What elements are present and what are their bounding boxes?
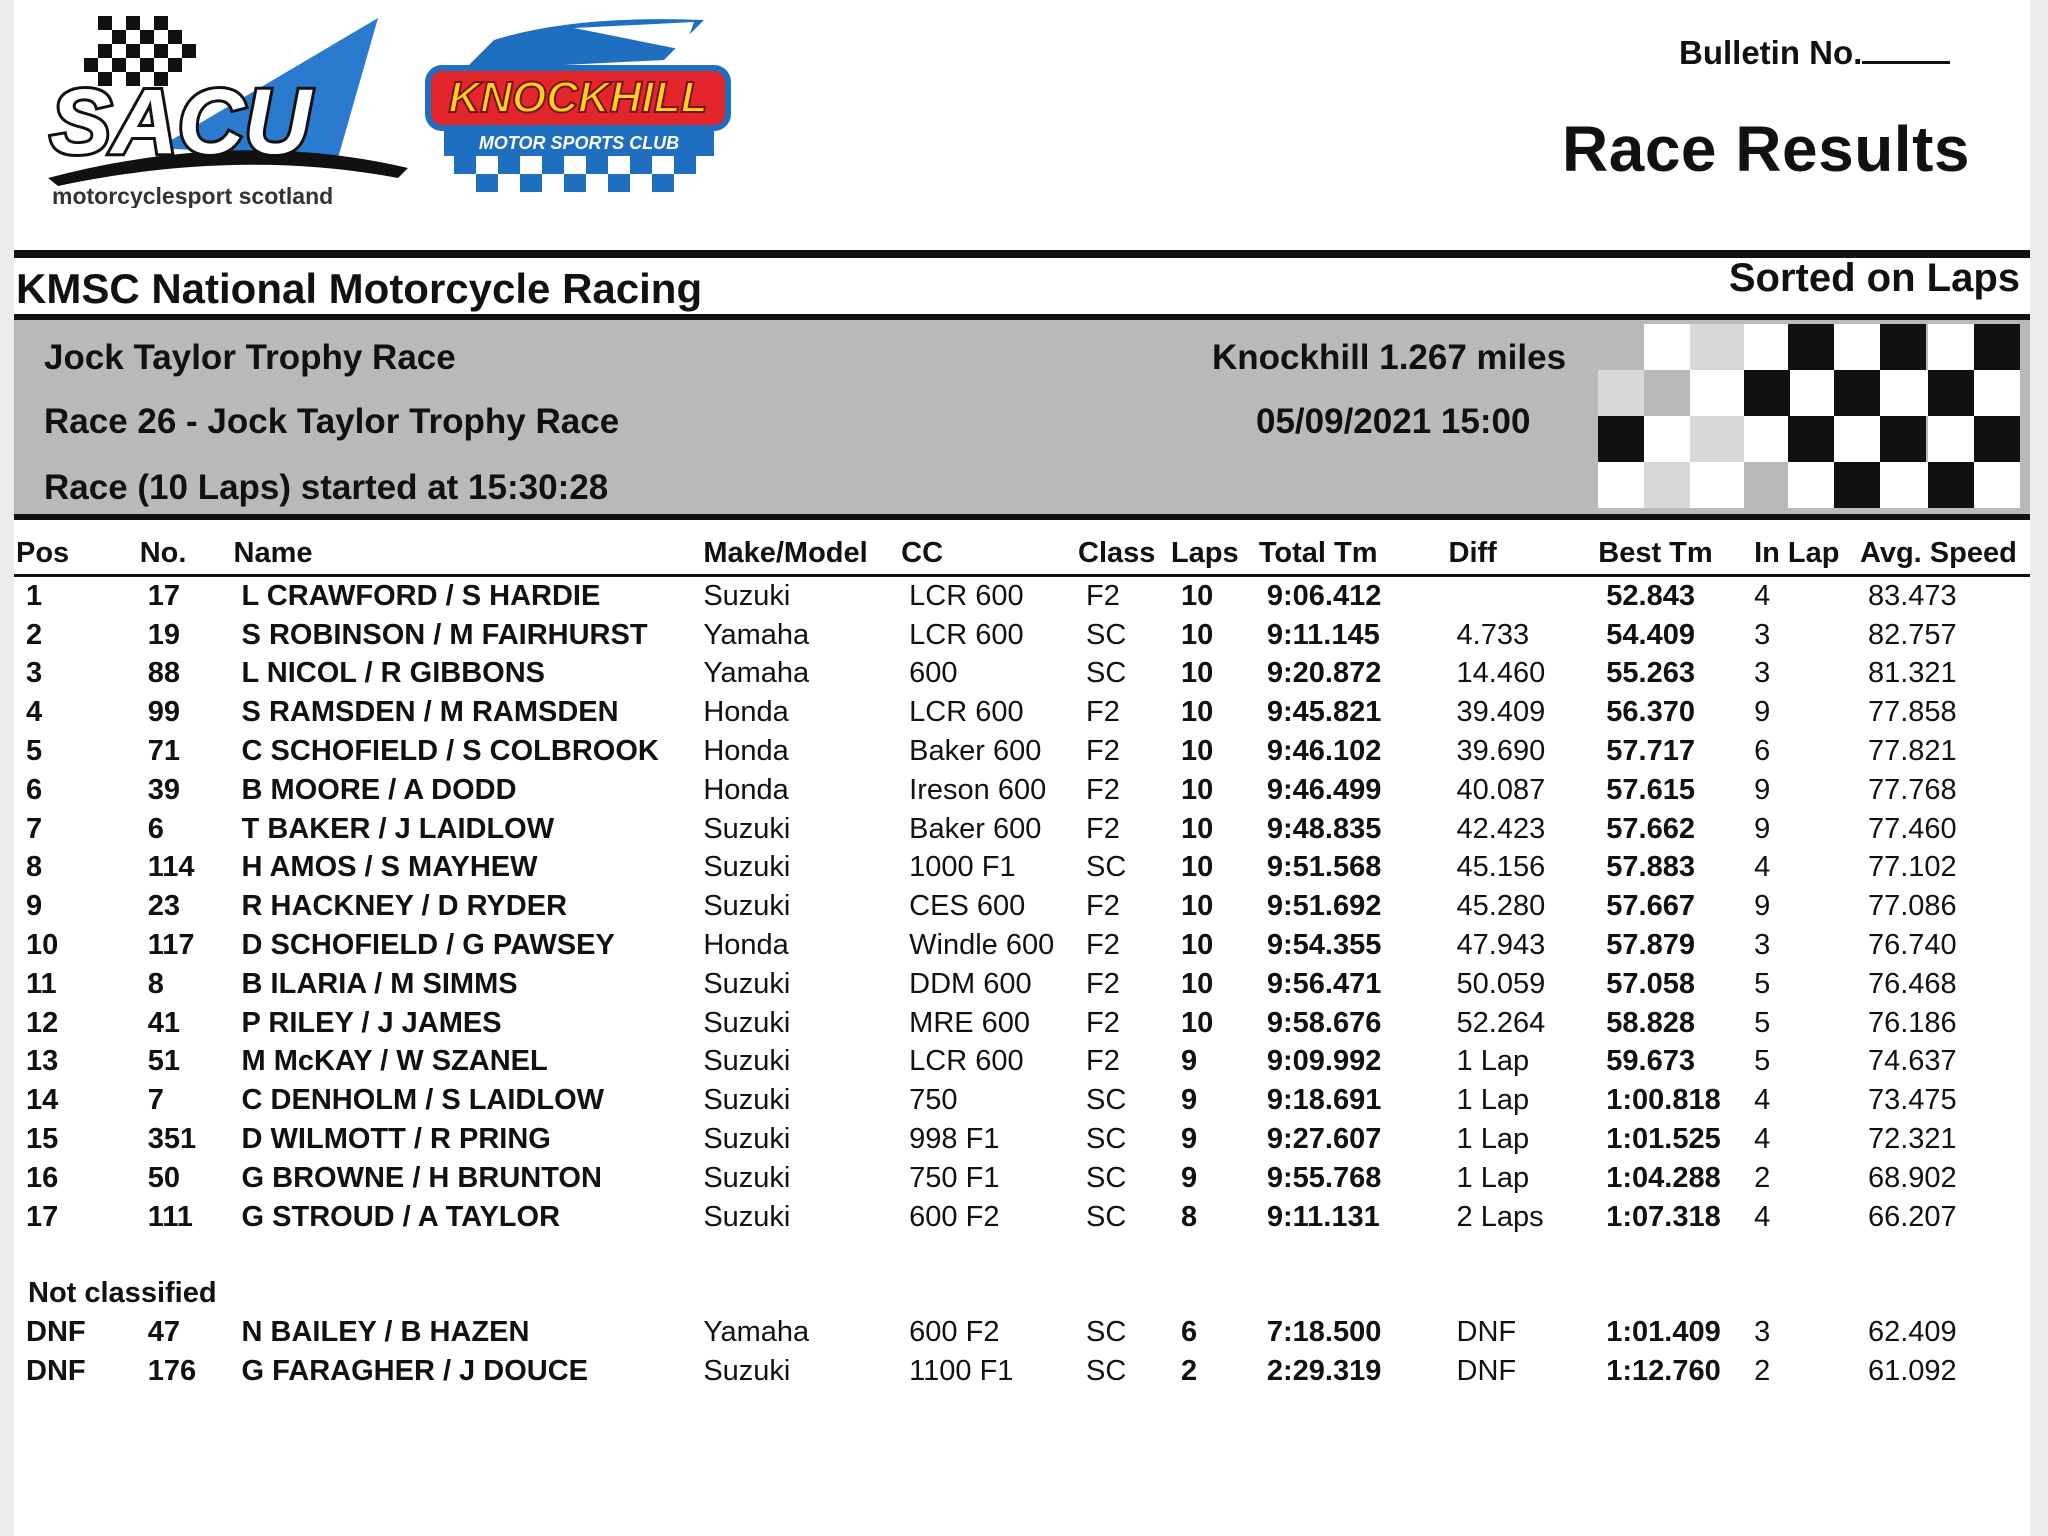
cell-no: 41 — [147, 1006, 180, 1039]
cell-avg: 77.821 — [1867, 735, 1957, 768]
result-row — [14, 1081, 2030, 1120]
not-classified-heading-row — [14, 1275, 2030, 1314]
bulletin-blank-line — [1862, 35, 1950, 64]
cell-avg: 76.468 — [1867, 967, 1957, 1000]
circuit-info: Knockhill 1.267 miles — [1212, 338, 1567, 377]
checkered-flag-banner — [1594, 320, 2030, 514]
cell-best: 57.058 — [1606, 967, 1695, 1000]
cell-name: P RILEY / J JAMES — [241, 1006, 502, 1039]
cell-no: 176 — [147, 1355, 197, 1388]
cell-make: Honda — [703, 929, 789, 962]
bottom-rule — [14, 514, 2030, 520]
cell-cc: 600 F2 — [909, 1316, 1000, 1349]
cell-name: S ROBINSON / M FAIRHURST — [241, 618, 648, 651]
cell-total: 9:20.872 — [1266, 657, 1382, 690]
cell-inlap: 2 — [1754, 1355, 1771, 1388]
cell-total: 9:06.412 — [1266, 579, 1382, 612]
cell-best: 57.879 — [1606, 929, 1695, 962]
cell-cc: 750 — [909, 1084, 958, 1117]
cell-total: 9:46.102 — [1266, 735, 1382, 768]
cell-laps: 10 — [1180, 657, 1214, 690]
cell-laps: 9 — [1180, 1123, 1198, 1156]
cell-name: G BROWNE / H BRUNTON — [241, 1161, 602, 1194]
cell-diff: 1 Lap — [1456, 1084, 1530, 1117]
result-row — [14, 1004, 2030, 1043]
race-info-band — [14, 320, 2030, 514]
cell-no: 8 — [147, 967, 164, 1000]
cell-name: B MOORE / A DODD — [241, 773, 517, 806]
cell-inlap: 4 — [1754, 1123, 1771, 1156]
cell-cc: LCR 600 — [909, 1045, 1024, 1078]
cell-cc: LCR 600 — [909, 618, 1024, 651]
cell-diff: 39.690 — [1456, 735, 1546, 768]
cell-laps: 10 — [1180, 812, 1214, 845]
cell-no: 111 — [147, 1200, 193, 1233]
cell-avg: 76.740 — [1867, 929, 1957, 962]
cell-make: Suzuki — [703, 1355, 791, 1388]
cell-diff: 50.059 — [1456, 967, 1546, 1000]
cell-total: 7:18.500 — [1266, 1316, 1382, 1349]
cell-pos: 8 — [26, 851, 43, 884]
cell-best: 57.662 — [1606, 812, 1695, 845]
cell-cc: 1100 F1 — [909, 1355, 1014, 1388]
spacer-cell — [14, 1237, 2030, 1275]
cell-diff: 45.280 — [1456, 890, 1546, 923]
cell-no: 17 — [147, 579, 180, 612]
cell-avg: 77.460 — [1867, 812, 1957, 845]
cell-cc: 750 F1 — [909, 1161, 1000, 1194]
results-table — [14, 534, 2030, 1391]
cell-class: F2 — [1086, 735, 1120, 768]
cell-pos: 14 — [26, 1084, 59, 1117]
result-row — [14, 887, 2030, 926]
cell-total: 9:48.835 — [1266, 812, 1382, 845]
result-row — [14, 1043, 2030, 1082]
cell-class: F2 — [1086, 696, 1120, 729]
col-pos: Pos — [14, 534, 140, 576]
cell-no: 19 — [147, 618, 180, 651]
cell-pos: DNF — [26, 1355, 86, 1388]
result-row — [14, 771, 2030, 810]
cell-avg: 66.207 — [1867, 1200, 1957, 1233]
cell-class: SC — [1086, 657, 1127, 690]
cell-inlap: 4 — [1754, 1200, 1771, 1233]
cell-best: 1:01.525 — [1606, 1123, 1721, 1156]
cell-total: 9:55.768 — [1266, 1161, 1382, 1194]
cell-no: 114 — [147, 851, 195, 884]
cell-cc: MRE 600 — [909, 1006, 1031, 1039]
cell-no: 50 — [147, 1161, 180, 1194]
result-row — [14, 926, 2030, 965]
result-row — [14, 616, 2030, 655]
cell-make: Yamaha — [703, 1316, 810, 1349]
cell-diff: 40.087 — [1456, 773, 1546, 806]
bulletin-number — [1679, 34, 1950, 72]
race-start-info: Race (10 Laps) started at 15:30:28 — [44, 468, 609, 507]
cell-laps: 10 — [1180, 735, 1214, 768]
col-inlap: In Lap — [1754, 534, 1860, 576]
result-row — [14, 849, 2030, 888]
cell-total: 9:51.692 — [1266, 890, 1382, 923]
cell-best: 57.717 — [1606, 735, 1695, 768]
cell-diff: 1 Lap — [1456, 1161, 1530, 1194]
cell-laps: 10 — [1180, 890, 1214, 923]
cell-make: Suzuki — [703, 1200, 791, 1233]
cell-name: H AMOS / S MAYHEW — [241, 851, 538, 884]
cell-cc: Windle 600 — [909, 929, 1055, 962]
knockhill-wordmark: KNOCKHILL — [448, 73, 708, 122]
cell-diff: 47.943 — [1456, 929, 1546, 962]
cell-avg: 77.086 — [1867, 890, 1957, 923]
result-row — [14, 1159, 2030, 1198]
race-full-title: Race 26 - Jock Taylor Trophy Race — [44, 402, 620, 441]
col-name: Name — [234, 534, 704, 576]
col-class: Class — [1078, 534, 1171, 576]
cell-laps: 9 — [1180, 1084, 1198, 1117]
cell-cc: Ireson 600 — [909, 773, 1047, 806]
cell-no: 71 — [147, 735, 180, 768]
cell-best: 54.409 — [1606, 618, 1695, 651]
cell-total: 9:56.471 — [1266, 967, 1382, 1000]
event-title: KMSC National Motorcycle Racing — [16, 265, 703, 312]
cell-avg: 77.102 — [1867, 851, 1957, 884]
result-row — [14, 576, 2030, 616]
cell-name: L CRAWFORD / S HARDIE — [241, 579, 601, 612]
cell-inlap: 5 — [1754, 1045, 1771, 1078]
cell-total: 2:29.319 — [1266, 1355, 1382, 1388]
cell-inlap: 3 — [1754, 618, 1771, 651]
col-make: Make/Model — [703, 534, 901, 576]
cell-name: C DENHOLM / S LAIDLOW — [241, 1084, 605, 1117]
cell-inlap: 2 — [1754, 1161, 1771, 1194]
cell-total: 9:45.821 — [1266, 696, 1382, 729]
cell-best: 59.673 — [1606, 1045, 1695, 1078]
cell-make: Suzuki — [703, 851, 791, 884]
cell-no: 99 — [147, 696, 180, 729]
top-rule — [14, 250, 2030, 258]
cell-cc: 600 — [909, 657, 958, 690]
cell-name: T BAKER / J LAIDLOW — [241, 812, 555, 845]
cell-diff: 2 Laps — [1456, 1200, 1544, 1233]
cell-no: 7 — [147, 1084, 164, 1117]
cell-pos: 10 — [26, 929, 59, 962]
cell-pos: 11 — [26, 967, 57, 1000]
col-best: Best Tm — [1598, 534, 1754, 576]
dnf-row — [14, 1313, 2030, 1352]
cell-pos: 2 — [26, 618, 43, 651]
col-laps: Laps — [1171, 534, 1259, 576]
cell-laps: 8 — [1180, 1200, 1198, 1233]
result-row — [14, 1198, 2030, 1237]
cell-class: F2 — [1086, 967, 1120, 1000]
sort-label: Sorted on Laps — [1728, 256, 2020, 300]
cell-inlap: 6 — [1754, 735, 1771, 768]
cell-pos: 5 — [26, 735, 43, 768]
cell-inlap: 9 — [1754, 812, 1771, 845]
cell-no: 117 — [147, 929, 195, 962]
cell-class: SC — [1086, 618, 1127, 651]
spacer-row — [14, 1237, 2030, 1275]
result-row — [14, 655, 2030, 694]
cell-name: D WILMOTT / R PRING — [241, 1123, 551, 1156]
cell-inlap: 5 — [1754, 967, 1771, 1000]
cell-cc: DDM 600 — [909, 967, 1032, 1000]
cell-inlap: 3 — [1754, 929, 1771, 962]
cell-best: 1:12.760 — [1606, 1355, 1721, 1388]
cell-inlap: 9 — [1754, 890, 1771, 923]
cell-make: Suzuki — [703, 1045, 791, 1078]
col-no: No. — [140, 534, 234, 576]
cell-name: N BAILEY / B HAZEN — [241, 1316, 530, 1349]
cell-inlap: 5 — [1754, 1006, 1771, 1039]
dnf-row — [14, 1352, 2030, 1391]
cell-make: Honda — [703, 696, 789, 729]
cell-best: 57.667 — [1606, 890, 1695, 923]
cell-make: Honda — [703, 735, 789, 768]
cell-total: 9:11.145 — [1266, 618, 1380, 651]
cell-class: F2 — [1086, 929, 1120, 962]
cell-best: 1:04.288 — [1606, 1161, 1721, 1194]
cell-cc: CES 600 — [909, 890, 1026, 923]
cell-class: F2 — [1086, 1045, 1120, 1078]
cell-inlap: 4 — [1754, 579, 1771, 612]
cell-inlap: 3 — [1754, 1316, 1771, 1349]
cell-avg: 73.475 — [1867, 1084, 1957, 1117]
cell-no: 51 — [147, 1045, 180, 1078]
cell-make: Suzuki — [703, 1006, 791, 1039]
not-classified-label: Not classified — [28, 1277, 217, 1310]
results-sheet — [14, 0, 2030, 1536]
cell-class: SC — [1086, 1084, 1127, 1117]
cell-class: F2 — [1086, 890, 1120, 923]
cell-make: Suzuki — [703, 1123, 791, 1156]
cell-no: 351 — [147, 1123, 197, 1156]
cell-make: Suzuki — [703, 1084, 791, 1117]
cell-pos: 9 — [26, 890, 43, 923]
cell-laps: 10 — [1180, 696, 1214, 729]
cell-name: S RAMSDEN / M RAMSDEN — [241, 696, 619, 729]
cell-avg: 77.768 — [1867, 773, 1957, 806]
cell-total: 9:09.992 — [1266, 1045, 1382, 1078]
cell-best: 52.843 — [1606, 579, 1695, 612]
cell-pos: 1 — [26, 579, 43, 612]
result-row — [14, 965, 2030, 1004]
cell-pos: 7 — [26, 812, 43, 845]
cell-pos: 6 — [26, 773, 43, 806]
cell-avg: 68.902 — [1867, 1161, 1957, 1194]
sacu-tagline: motorcyclesport scotland — [52, 183, 334, 208]
cell-best: 56.370 — [1606, 696, 1695, 729]
cell-no: 47 — [147, 1316, 180, 1349]
cell-inlap: 9 — [1754, 696, 1771, 729]
cell-total: 9:27.607 — [1266, 1123, 1382, 1156]
cell-inlap: 9 — [1754, 773, 1771, 806]
cell-pos: 12 — [26, 1006, 59, 1039]
cell-best: 1:07.318 — [1606, 1200, 1721, 1233]
result-row — [14, 693, 2030, 732]
cell-best: 1:01.409 — [1606, 1316, 1721, 1349]
cell-total: 9:51.568 — [1266, 851, 1382, 884]
cell-class: F2 — [1086, 812, 1120, 845]
cell-class: F2 — [1086, 773, 1120, 806]
cell-cc: Baker 600 — [909, 735, 1042, 768]
cell-avg: 72.321 — [1867, 1123, 1957, 1156]
cell-diff: 42.423 — [1456, 812, 1546, 845]
cell-total: 9:54.355 — [1266, 929, 1382, 962]
col-avg: Avg. Speed — [1860, 534, 2030, 576]
cell-avg: 81.321 — [1867, 657, 1957, 690]
cell-total: 9:18.691 — [1266, 1084, 1382, 1117]
cell-laps: 10 — [1180, 618, 1214, 651]
cell-diff: 4.733 — [1456, 618, 1530, 651]
cell-name: C SCHOFIELD / S COLBROOK — [241, 735, 659, 768]
knockhill-subtitle: MOTOR SPORTS CLUB — [478, 133, 680, 153]
cell-diff: DNF — [1456, 1355, 1517, 1388]
cell-class: SC — [1086, 1123, 1127, 1156]
cell-class: F2 — [1086, 579, 1120, 612]
cell-cc: LCR 600 — [909, 696, 1024, 729]
cell-best: 58.828 — [1606, 1006, 1695, 1039]
cell-laps: 10 — [1180, 929, 1214, 962]
cell-laps: 9 — [1180, 1161, 1198, 1194]
cell-name: B ILARIA / M SIMMS — [241, 967, 518, 1000]
cell-cc: 1000 F1 — [909, 851, 1016, 884]
cell-no: 6 — [147, 812, 164, 845]
sacu-logo — [38, 8, 418, 208]
results-body — [14, 576, 2030, 1391]
cell-make: Yamaha — [703, 618, 810, 651]
document-title: Race Results — [1562, 113, 1970, 185]
cell-inlap: 3 — [1754, 657, 1771, 690]
cell-diff — [1449, 576, 1599, 616]
cell-name: L NICOL / R GIBBONS — [241, 657, 545, 690]
col-total: Total Tm — [1259, 534, 1449, 576]
result-row — [14, 1120, 2030, 1159]
cell-avg: 62.409 — [1867, 1316, 1957, 1349]
cell-cc: LCR 600 — [909, 579, 1024, 612]
cell-pos: 17 — [26, 1200, 59, 1233]
cell-name: D SCHOFIELD / G PAWSEY — [241, 929, 615, 962]
cell-avg: 83.473 — [1867, 579, 1957, 612]
cell-inlap: 4 — [1754, 851, 1771, 884]
cell-pos: 13 — [26, 1045, 59, 1078]
cell-class: SC — [1086, 851, 1127, 884]
cell-make: Honda — [703, 773, 789, 806]
cell-laps: 10 — [1180, 967, 1214, 1000]
cell-diff: 1 Lap — [1456, 1123, 1530, 1156]
cell-laps: 2 — [1180, 1355, 1198, 1388]
race-name: Jock Taylor Trophy Race — [44, 338, 456, 377]
cell-diff: 39.409 — [1456, 696, 1546, 729]
cell-laps: 9 — [1180, 1045, 1198, 1078]
cell-pos: 16 — [26, 1161, 59, 1194]
result-row — [14, 810, 2030, 849]
cell-make: Suzuki — [703, 890, 791, 923]
cell-no: 39 — [147, 773, 180, 806]
sacu-wordmark: SACU — [50, 71, 311, 173]
col-diff: Diff — [1449, 534, 1599, 576]
cell-avg: 61.092 — [1867, 1355, 1957, 1388]
cell-laps: 10 — [1180, 851, 1214, 884]
cell-best: 1:00.818 — [1606, 1084, 1721, 1117]
cell-diff: 52.264 — [1456, 1006, 1546, 1039]
cell-class: SC — [1086, 1316, 1127, 1349]
cell-total: 9:11.131 — [1266, 1200, 1380, 1233]
cell-pos: DNF — [26, 1316, 86, 1349]
cell-cc: Baker 600 — [909, 812, 1042, 845]
cell-class: SC — [1086, 1200, 1127, 1233]
cell-pos: 4 — [26, 696, 43, 729]
cell-laps: 6 — [1180, 1316, 1198, 1349]
cell-total: 9:46.499 — [1266, 773, 1382, 806]
cell-class: SC — [1086, 1161, 1127, 1194]
cell-make: Suzuki — [703, 812, 791, 845]
cell-avg: 76.186 — [1867, 1006, 1957, 1039]
cell-make: Suzuki — [703, 967, 791, 1000]
cell-laps: 10 — [1180, 1006, 1214, 1039]
cell-pos: 3 — [26, 657, 43, 690]
cell-pos: 15 — [26, 1123, 59, 1156]
result-row — [14, 732, 2030, 771]
cell-laps: 10 — [1180, 773, 1214, 806]
col-cc: CC — [901, 534, 1078, 576]
cell-diff: 1 Lap — [1456, 1045, 1530, 1078]
cell-laps: 10 — [1180, 579, 1214, 612]
cell-diff: 45.156 — [1456, 851, 1546, 884]
cell-no: 23 — [147, 890, 180, 923]
cell-total: 9:58.676 — [1266, 1006, 1382, 1039]
cell-class: SC — [1086, 1355, 1127, 1388]
cell-best: 55.263 — [1606, 657, 1695, 690]
cell-avg: 74.637 — [1867, 1045, 1957, 1078]
cell-diff: 14.460 — [1456, 657, 1546, 690]
cell-no: 88 — [147, 657, 180, 690]
cell-best: 57.883 — [1606, 851, 1695, 884]
cell-name: G STROUD / A TAYLOR — [241, 1200, 561, 1233]
cell-class: F2 — [1086, 1006, 1120, 1039]
cell-best: 57.615 — [1606, 773, 1695, 806]
cell-make: Suzuki — [703, 1161, 791, 1194]
cell-inlap: 4 — [1754, 1084, 1771, 1117]
race-datetime: 05/09/2021 15:00 — [1256, 402, 1531, 441]
table-header-row — [14, 534, 2030, 576]
cell-avg: 77.858 — [1867, 696, 1957, 729]
cell-diff: DNF — [1456, 1316, 1517, 1349]
cell-avg: 82.757 — [1867, 618, 1957, 651]
cell-make: Suzuki — [703, 579, 791, 612]
cell-name: M McKAY / W SZANEL — [241, 1045, 548, 1078]
cell-cc: 600 F2 — [909, 1200, 1000, 1233]
cell-make: Yamaha — [703, 657, 810, 690]
cell-cc: 998 F1 — [909, 1123, 1000, 1156]
cell-name: R HACKNEY / D RYDER — [241, 890, 568, 923]
bulletin-label: Bulletin No. — [1679, 34, 1863, 71]
knockhill-logo — [424, 10, 734, 200]
cell-name: G FARAGHER / J DOUCE — [241, 1355, 588, 1388]
